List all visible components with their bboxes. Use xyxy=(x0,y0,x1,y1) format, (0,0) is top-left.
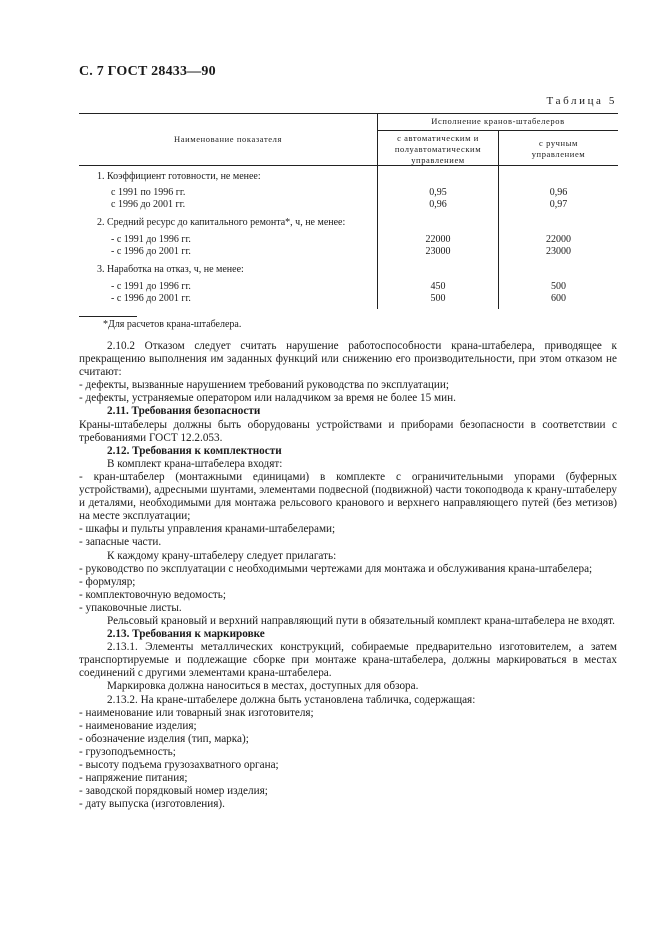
section-heading: 2.12. Требования к комплектности xyxy=(107,444,282,457)
cell-manual: 500 xyxy=(551,281,566,292)
paragraph: - запасные части. xyxy=(79,536,162,549)
col-header-manual xyxy=(499,138,618,160)
paragraph: - наименование изделия; xyxy=(79,719,197,732)
paragraph: В комплект крана-штабелера входят: xyxy=(107,457,283,470)
col-header-name: Наименование показателя xyxy=(173,134,282,144)
paragraph: - высоту подъема грузозахватного органа; xyxy=(79,759,279,771)
section-title: 3. Наработка на отказ, ч, не менее: xyxy=(97,264,244,275)
row-label: - с 1996 до 2001 гг. xyxy=(111,246,191,257)
paragraph: К каждому крану-штабелеру следует прилагать: xyxy=(107,549,337,562)
cell-manual: 600 xyxy=(551,293,566,304)
col-header-auto-line: с автоматическим и xyxy=(397,133,479,143)
col-header-group: Исполнение кранов-штабелеров xyxy=(431,116,565,126)
row-label: - с 1991 до 1996 гг. xyxy=(111,281,191,292)
paragraph: - грузоподъемность; xyxy=(79,745,176,758)
paragraph: - упаковочные листы. xyxy=(79,601,182,614)
paragraph: - дефекты, вызванные нарушением требований руководства по эксплуатации; xyxy=(79,379,449,392)
row-label: с 1991 по 1996 гг. xyxy=(111,187,186,198)
col-header-auto xyxy=(378,133,498,166)
paragraph: 2.13.1. Элементы металлических конструкций, собираемые предварительно изготовителем, а затем транспортируемые и подлежащие сборке при монтаже крана-штабелера, должны маркироваться в местах соединений с другими элементами крана-штабелера. xyxy=(79,641,617,680)
paragraph: - формуляр; xyxy=(79,575,136,588)
paragraph: 2.10.2 Отказом следует считать нарушение работоспособности крана-штабелера, приводящее к прекращению выполнения им заданных функций или снижению его производительности, при этом отказом не считают: xyxy=(79,340,617,379)
paragraph: - руководство по эксплуатации с необходимыми чертежами для монтажа и обслуживания крана-штабелера; xyxy=(79,562,593,575)
paragraph: - комплектовочную ведомость; xyxy=(79,588,227,601)
section-title: 1. Коэффициент готовности, не менее: xyxy=(97,171,261,182)
section-title: 2. Средний ресурс до капитального ремонта*, ч, не менее: xyxy=(97,217,346,228)
table-header-rule xyxy=(79,165,618,166)
paragraph: - наименование или товарный знак изготовителя; xyxy=(79,706,314,719)
footnote: *Для расчетов крана-штабелера. xyxy=(103,319,242,330)
table-top-rule xyxy=(79,113,618,114)
row-label: - с 1991 до 1996 гг. xyxy=(111,234,191,245)
cell-auto: 500 xyxy=(430,293,446,304)
cell-auto: 22000 xyxy=(425,234,451,245)
col-header-auto-line: полуавтоматическим xyxy=(394,144,482,154)
paragraph: - дефекты, устраняемые оператором или наладчиком за время не более 15 мин. xyxy=(79,392,456,405)
body-text xyxy=(79,340,617,811)
col-header-manual-line: управлением xyxy=(531,149,586,159)
paragraph: - напряжение питания; xyxy=(79,772,188,785)
cell-manual: 22000 xyxy=(546,234,571,245)
section-heading: 2.13. Требования к маркировке xyxy=(107,628,265,641)
paragraph: - обозначение изделия (тип, марка); xyxy=(79,732,249,745)
cell-auto: 0,95 xyxy=(429,187,447,198)
cell-manual: 0,96 xyxy=(549,187,568,198)
col-header-manual-line: с ручным xyxy=(539,138,578,148)
row-label: - с 1996 до 2001 гг. xyxy=(111,293,191,304)
cell-manual: 23000 xyxy=(546,246,571,257)
cell-auto: 23000 xyxy=(425,246,451,257)
paragraph: - дату выпуска (изготовления). xyxy=(79,798,225,811)
cell-auto: 0,96 xyxy=(429,199,447,210)
cell-auto: 450 xyxy=(430,281,446,292)
paragraph: - шкафы и пульты управления кранами-штабелерами; xyxy=(79,523,336,536)
col-header-auto-line: управлением xyxy=(411,155,465,165)
section-heading: 2.11. Требования безопасности xyxy=(107,405,261,418)
paragraph: Краны-штабелеры должны быть оборудованы устройствами и приборами безопасности в соответствии с требованиями ГОСТ 12.2.053. xyxy=(79,418,617,444)
footnote-rule xyxy=(79,316,137,317)
paragraph: Маркировка должна наноситься в местах, доступных для обзора. xyxy=(107,680,419,693)
cell-manual: 0,97 xyxy=(549,199,568,210)
paragraph: - кран-штабелер (монтажными единицами) в комплекте с ограничительными упорами (буферных устройствами), адресными шунтами, элементами подвесной (подвижной) части токоподвода к крану-штабелеру и деталями, необходимыми для монтажа рельсового кранового и верхнего направляющего путей (без метизов) на месте эксплуатации; xyxy=(79,470,617,523)
row-label: с 1996 до 2001 гг. xyxy=(111,199,186,210)
table-caption: Таблица 5 xyxy=(546,95,617,107)
paragraph: Рельсовый крановый и верхний направляющий пути в обязательный комплект крана-штабелера не входят. xyxy=(107,614,615,627)
page-header: С. 7 ГОСТ 28433—90 xyxy=(79,64,216,79)
paragraph: - заводской порядковый номер изделия; xyxy=(79,785,268,798)
indicators-table xyxy=(79,113,618,309)
paragraph: 2.13.2. На кране-штабелере должна быть установлена табличка, содержащая: xyxy=(107,693,476,706)
